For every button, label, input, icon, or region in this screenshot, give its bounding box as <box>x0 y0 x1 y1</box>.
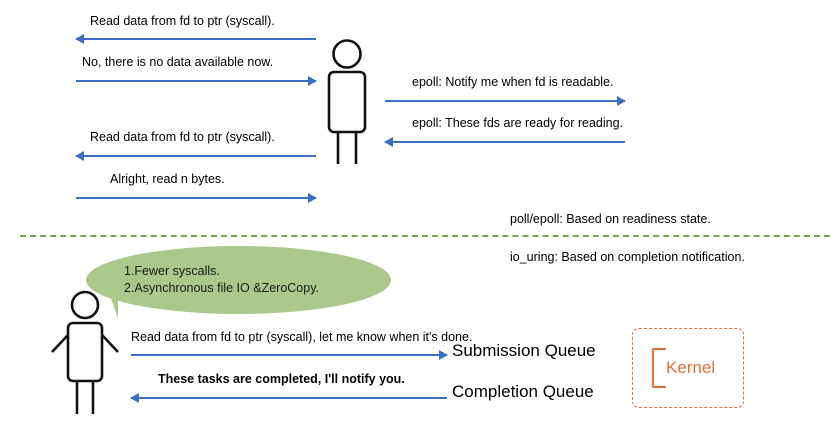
person-figure-bottom <box>46 290 124 418</box>
arrow-line <box>131 397 447 399</box>
arrow-epoll-ready <box>385 136 625 147</box>
arrow-line <box>76 197 316 199</box>
arrow-label-alright-read: Alright, read n bytes. <box>110 172 225 186</box>
arrow-line <box>385 141 625 143</box>
arrow-submission <box>131 349 447 360</box>
person-figure-top <box>312 38 382 168</box>
arrow-head-right-icon <box>308 193 317 203</box>
arrow-label-read-data-1: Read data from fd to ptr (syscall). <box>90 14 275 28</box>
arrow-label-read-data-2: Read data from fd to ptr (syscall). <box>90 130 275 144</box>
bubble-line-2: 2.Asynchronous file IO &ZeroCopy. <box>124 281 319 295</box>
arrow-label-no-data: No, there is no data available now. <box>82 55 274 69</box>
arrow-label-epoll-ready: epoll: These fds are ready for reading. <box>412 116 624 130</box>
arrow-read-data-2 <box>76 150 316 161</box>
kernel-bracket-icon <box>652 348 666 388</box>
queue-label-completion: Completion Queue <box>452 382 594 401</box>
note-poll-epoll: poll/epoll: Based on readiness state. <box>510 212 711 226</box>
arrow-line <box>385 100 625 102</box>
arrow-head-left-icon <box>75 34 84 44</box>
arrow-line <box>131 354 447 356</box>
section-divider <box>20 235 830 237</box>
arrow-alright-read <box>76 192 316 203</box>
speech-bubble-benefits <box>86 246 391 314</box>
bubble-line-1: 1.Fewer syscalls. <box>124 264 220 279</box>
arrow-line <box>76 155 316 157</box>
note-io-uring: io_uring: Based on completion notification. <box>510 250 745 264</box>
arrow-head-left-icon <box>384 137 393 147</box>
arrow-no-data <box>76 75 316 86</box>
arrow-head-right-icon <box>617 96 626 106</box>
arrow-completion <box>131 392 447 403</box>
arrow-label-submission: Read data from fd to ptr (syscall), let me know when it's done. <box>131 330 473 344</box>
arrow-head-left-icon <box>75 151 84 161</box>
arrow-epoll-notify <box>385 95 625 106</box>
arrow-head-left-icon <box>130 393 139 403</box>
arrow-read-data-1 <box>76 33 316 44</box>
arrow-line <box>76 38 316 40</box>
kernel-label: Kernel <box>666 358 716 377</box>
arrow-label-completion: These tasks are completed, I'll notify you. <box>158 372 405 386</box>
arrow-line <box>76 80 316 82</box>
queue-label-submission: Submission Queue <box>452 341 596 360</box>
arrow-head-right-icon <box>439 350 448 360</box>
arrow-label-epoll-notify: epoll: Notify me when fd is readable. <box>412 75 614 89</box>
